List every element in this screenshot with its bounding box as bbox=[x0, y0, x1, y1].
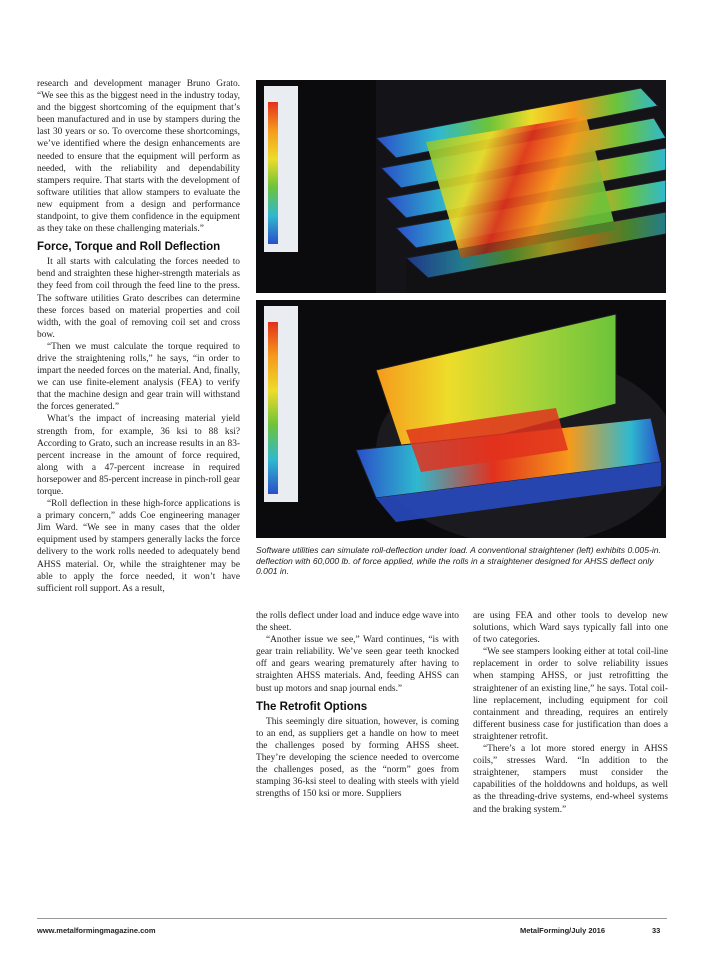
article-column-middle bbox=[256, 610, 459, 800]
paragraph: research and development manager Bruno Grato. “We see this as the biggest need in the industry today, and the biggest shortcoming of the equipment that’s been manufactured and in use by stampers during the last 30 years or so. To overcome these shortcomings, we’ve identified where the design enhancements are needed to ensure that the equipment will perform as needed, with the reliability and dependability stampers require. That starts with the development of software utilities that allow stampers to evaluate the new equipment from a design and performance standpoint, to give them confidence in the equipment as they take on these challenging materials.” bbox=[37, 79, 240, 235]
fea-roll-deflection-image-top bbox=[256, 80, 666, 293]
figure-caption: Software utilities can simulate roll-deflection under load. A conventional straightener (left) exhibits 0.005-in. deflection with 60,000 lb. of force applied, while the rolls in a straightener designed for AHSS deflect only 0.001 in. bbox=[256, 545, 661, 577]
fea-render-top bbox=[256, 80, 666, 293]
section-heading: The Retrofit Options bbox=[256, 700, 368, 713]
paragraph: are using FEA and other tools to develop new solutions, which Ward says typically fall into one of two categories. bbox=[473, 611, 668, 646]
footer-magazine-issue: MetalForming/July 2016 bbox=[520, 926, 606, 935]
paragraph: This seemingly dire situation, however, is coming to an end, as suppliers get a handle on how to meet the challenges posed by forming AHSS sheet. They’re developing the science needed to overcome the challenges posed, as the “norm” goes from stamping 36-ksi steel to dealing with steels with yield strengths of 150 ksi or more. Suppliers bbox=[256, 716, 459, 800]
paragraph: It all starts with calculating the forces needed to bend and straighten these higher-strength materials as they feed from coil through the feed line to the press. The software utilities Grato describes can determine these forces based on material properties and coil width, with the goal of removing coil set and cross bow. bbox=[37, 257, 240, 340]
paragraph: “Another issue we see,” Ward continues, “is with gear train reliability. We’ve seen gear teeth knocked off and gears wearing prematurely after having to straighten AHSS materials. And, feeding AHSS can bust up motors and snap journal ends.” bbox=[256, 635, 459, 694]
footer-divider bbox=[37, 918, 667, 919]
paragraph: What’s the impact of increasing material yield strength from, for example, 36 ksi to 88 ksi? According to Grato, such an increase results in an 83-percent increase in the amount of force required, along with a 47-percent increase in required horsepower and 85-percent increase in pinch-roll gear torque. bbox=[37, 414, 240, 497]
paragraph: “Then we must calculate the torque required to drive the straightening rolls,” he says, “in order to impart the needed forces on the material. And, finally, we can use finite-element analysis (FEA) to verify that the machine design and gear train will withstand the forces generated.” bbox=[37, 341, 240, 413]
fea-render-bottom bbox=[256, 300, 666, 538]
fea-roll-deflection-image-bottom bbox=[256, 300, 666, 538]
article-column-left bbox=[37, 78, 240, 595]
paragraph: “We see stampers looking either at total coil-line replacement in order to solve reliability issues when stamping AHSS, or just retrofitting the straightener of an existing line,” he says. Total coil-line replacement, including equipment for coil containment and threading, requires an entirely different business case for justification than does a straightener retrofit. bbox=[473, 647, 668, 742]
page-number: 33 bbox=[652, 926, 661, 935]
article-column-right bbox=[473, 610, 668, 816]
footer-website: www.metalformingmagazine.com bbox=[37, 926, 156, 935]
section-heading: Force, Torque and Roll Deflection bbox=[37, 241, 221, 254]
paragraph: the rolls deflect under load and induce edge wave into the sheet. bbox=[256, 611, 459, 634]
paragraph: “Roll deflection in these high-force applications is a primary concern,” adds Coe engineering manager Jim Ward. “We see in many cases that the older equipment used by stampers generally lacks the force delivery to the work rolls needed to adequately bend AHSS material. Or, while the straightener may be able to apply the force needed, it won’t have sufficient roll support. As a result, bbox=[37, 499, 240, 594]
paragraph: “There’s a lot more stored energy in AHSS coils,” stresses Ward. “In addition to the straightener, stampers must consider the capabilities of the holddowns and holdups, as well as the threading-drive systems, end-wheel systems and the braking system.” bbox=[473, 744, 668, 815]
